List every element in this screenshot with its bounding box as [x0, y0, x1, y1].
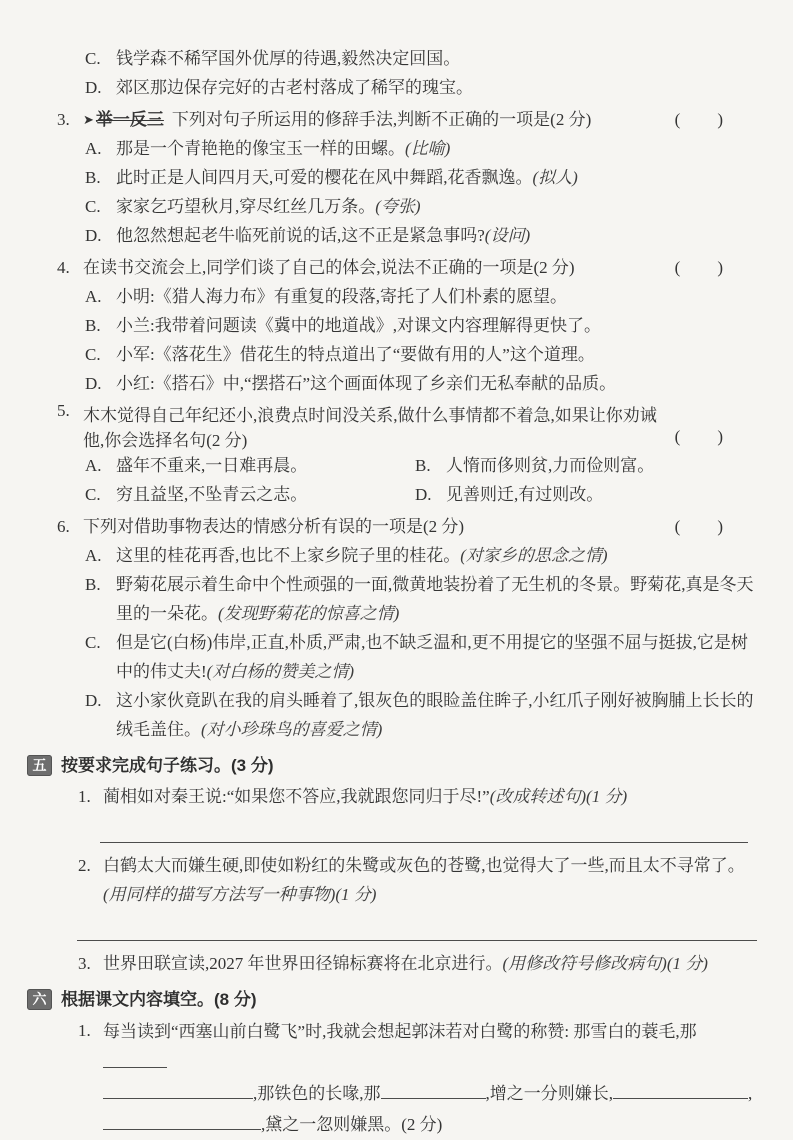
fill-text: , [748, 1084, 753, 1103]
option-row [85, 628, 758, 686]
option-note: (对小珍珠鸟的喜爱之情) [201, 720, 383, 739]
answer-line [100, 811, 748, 843]
option-row [85, 570, 758, 628]
section-6-badge: 六 [27, 989, 52, 1010]
option-row [85, 163, 758, 192]
fill-line-3 [103, 1109, 758, 1140]
option-row [85, 134, 758, 163]
option-sentence: 那是一个青艳艳的像宝玉一样的田螺。 [116, 139, 405, 158]
question-number: 3. [57, 110, 70, 129]
option-sentence: 这里的桂花再香,也比不上家乡院子里的桂花。 [116, 546, 461, 565]
option-text [116, 686, 758, 744]
fill-in-item [103, 1016, 758, 1140]
answer-brackets: ( ) [674, 110, 724, 129]
option-row [85, 221, 758, 250]
blank-line [613, 1083, 748, 1099]
option-note: (比喻) [405, 139, 451, 158]
item-sentence: 白鹤太大而嫌生硬,即使如粉红的朱鹭或灰色的苍鹭,也觉得大了一些,而且太不寻常了。 [103, 856, 745, 875]
tag-juyifansan: 举一反三 [95, 110, 164, 129]
option-sentence: 此时正是人间四月天,可爱的樱花在风中舞蹈,花香飘逸。 [116, 168, 533, 187]
blank-line [103, 1114, 261, 1130]
option-row [415, 451, 758, 480]
section-6-item-1 [78, 1016, 758, 1140]
item-text [103, 949, 758, 978]
option-row [85, 340, 758, 369]
option-text [116, 163, 758, 192]
section-5-item-1 [78, 782, 758, 811]
option-row [85, 73, 758, 102]
option-label: A. [85, 287, 102, 306]
option-label: A. [85, 139, 102, 158]
question-number: 6. [57, 517, 70, 536]
option-text: 人惰而侈则贫,力而俭则富。 [446, 456, 655, 475]
fill-line-1 [103, 1016, 758, 1078]
question-stem: 在读书交流会上,同学们谈了自己的体会,说法不正确的一项是(2 分) [83, 258, 575, 277]
question-stem: 下列对句子所运用的修辞手法,判断不正确的一项是(2 分) [171, 110, 592, 129]
option-text: 小红:《搭石》中,“摆搭石”这个画面体现了乡亲们无私奉献的品质。 [116, 374, 617, 393]
option-label: D. [85, 691, 102, 710]
option-note: (设问) [484, 226, 531, 245]
option-row [85, 369, 758, 398]
section-6-title: 根据课文内容填空。(8 分) [61, 990, 257, 1009]
question-6-stem-row [57, 512, 758, 541]
option-sentence: 他忽然想起老牛临死前说的话,这不正是紧急事吗? [116, 226, 485, 245]
item-sentence: 世界田联宣读,2027 年世界田径锦标赛将在北京进行。 [103, 954, 503, 973]
prelude-options [57, 44, 758, 102]
section-5-item-2 [78, 851, 758, 909]
section-6-header [27, 983, 758, 1016]
answer-brackets: ( ) [674, 427, 724, 446]
option-label: A. [85, 546, 102, 565]
question-5 [57, 401, 758, 509]
option-label: B. [85, 168, 101, 187]
option-text [116, 628, 758, 686]
answer-line [77, 909, 757, 941]
item-number: 1. [78, 1021, 91, 1040]
question-3 [57, 105, 758, 250]
option-text: 钱学森不稀罕国外优厚的待遇,毅然决定回国。 [116, 49, 461, 68]
question-stem: 下列对借助事物表达的情感分析有误的一项是(2 分) [83, 517, 465, 536]
item-number: 1. [78, 787, 91, 806]
option-note: (拟人) [532, 168, 578, 187]
option-row [85, 311, 758, 340]
item-number: 2. [78, 856, 91, 875]
option-sentence: 这小家伙竟趴在我的肩头睡着了,银灰色的眼睑盖住眸子,小红爪子刚好被胸脯上长长的绒毛盖住。 [116, 691, 754, 739]
fill-text: ,黛之一忽则嫌黑。(2 分) [261, 1115, 443, 1134]
blank-line [381, 1083, 486, 1099]
item-note: (改成转述句)(1 分) [489, 787, 628, 806]
option-row [85, 192, 758, 221]
option-row [85, 282, 758, 311]
question-4-stem-row [57, 253, 758, 282]
option-sentence: 但是它(白杨)伟岸,正直,朴质,严肃,也不缺乏温和,更不用提它的坚强不屈与挺拔,它是树中的伟丈夫! [116, 633, 748, 681]
question-5-stem-row [57, 401, 758, 451]
option-row [85, 541, 758, 570]
fill-text: ,增之一分则嫌长, [485, 1084, 613, 1103]
option-sentence: 野菊花展示着生命中个性顽强的一面,微黄地装扮着了无生机的冬景。野菊花,真是冬天里的一朵花。 [116, 575, 754, 623]
question-6 [57, 512, 758, 744]
option-text [116, 541, 758, 570]
item-note: (用修改符号修改病句)(1 分) [502, 954, 708, 973]
item-text [103, 851, 758, 909]
option-label: B. [85, 575, 101, 594]
option-note: (发现野菊花的惊喜之情) [218, 604, 400, 623]
option-label: B. [85, 316, 101, 335]
question-5-stem [57, 401, 758, 451]
option-text: 穷且益坚,不坠青云之志。 [116, 485, 308, 504]
section-5-title: 按要求完成句子练习。(3 分) [61, 756, 274, 775]
item-sentence: 蔺相如对秦王说:“如果您不答应,我就跟您同归于尽!” [103, 787, 490, 806]
option-text [116, 221, 758, 250]
option-label: D. [85, 374, 102, 393]
option-label: C. [85, 49, 101, 68]
option-row [415, 480, 758, 509]
option-text: 盛年不重来,一日难再晨。 [116, 456, 308, 475]
question-4 [57, 253, 758, 398]
option-label: B. [415, 456, 431, 475]
option-note: (对白杨的赞美之情) [206, 662, 354, 681]
option-text: 郊区那边保存完好的古老村落成了稀罕的瑰宝。 [116, 78, 473, 97]
option-sentence: 家家乞巧望秋月,穿尽红丝几万条。 [116, 197, 376, 216]
option-label: C. [85, 485, 101, 504]
option-label: C. [85, 633, 101, 652]
option-note: (夸张) [375, 197, 421, 216]
option-label: A. [85, 456, 102, 475]
option-row [85, 44, 758, 73]
item-note: (用同样的描写方法写一种事物)(1 分) [103, 885, 377, 904]
option-row [85, 451, 415, 480]
option-note: (对家乡的思念之情) [460, 546, 608, 565]
answer-brackets: ( ) [674, 517, 724, 536]
question-stem: 木木觉得自己年纪还小,浪费点时间没关系,做什么事情都不着急,如果让你劝诫他,你会选择名句(2 分) [83, 406, 657, 450]
option-label: C. [85, 197, 101, 216]
option-text [116, 192, 758, 221]
item-number: 3. [78, 954, 91, 973]
question-5-options [85, 451, 758, 509]
fill-text: 每当读到“西塞山前白鹭飞”时,我就会想起郭沫若对白鹭的称赞: 那雪白的蓑毛,那 [103, 1022, 697, 1041]
option-label: D. [85, 78, 102, 97]
option-text [116, 134, 758, 163]
blank-line [103, 1052, 167, 1068]
option-label: C. [85, 345, 101, 364]
question-3-stem-row [57, 105, 758, 134]
option-label: D. [85, 226, 102, 245]
answer-brackets: ( ) [674, 258, 724, 277]
blank-line [103, 1083, 253, 1099]
option-label: D. [415, 485, 432, 504]
option-text: 小明:《猎人海力布》有重复的段落,寄托了人们朴素的愿望。 [116, 287, 567, 306]
arrow-icon: ➤ [83, 112, 94, 127]
section-5-badge: 五 [27, 755, 52, 776]
section-5-item-3 [78, 949, 758, 978]
question-number: 5. [57, 401, 70, 420]
option-row [85, 480, 415, 509]
fill-line-2 [103, 1078, 758, 1109]
option-text: 见善则迁,有过则改。 [446, 485, 604, 504]
fill-text: ,那铁色的长喙,那 [253, 1084, 381, 1103]
item-text [103, 782, 758, 811]
option-text: 小军:《落花生》借花生的特点道出了“要做有用的人”这个道理。 [116, 345, 595, 364]
option-text: 小兰:我带着问题读《冀中的地道战》,对课文内容理解得更快了。 [116, 316, 601, 335]
section-5-header [27, 749, 758, 782]
option-row [85, 686, 758, 744]
question-number: 4. [57, 258, 70, 277]
option-text [116, 570, 758, 628]
